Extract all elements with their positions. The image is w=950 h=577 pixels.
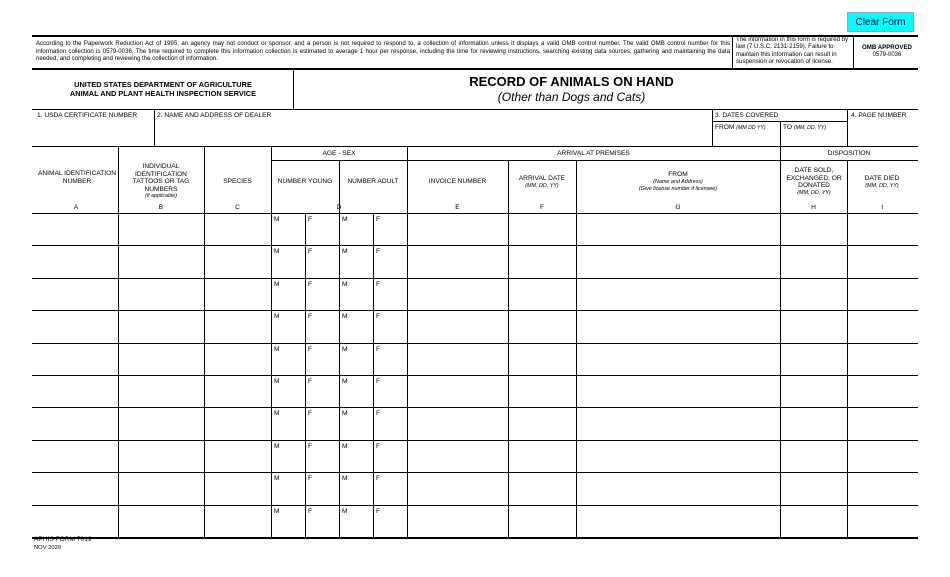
female-label: F bbox=[308, 216, 313, 223]
row-rule bbox=[32, 375, 918, 376]
col-letter-b: B bbox=[158, 204, 164, 211]
table-top-rule bbox=[32, 146, 918, 147]
male-label: M bbox=[342, 281, 348, 288]
agency-line-1: UNITED STATES DEPARTMENT OF AGRICULTURE bbox=[74, 80, 252, 89]
paperwork-notice: According to the Paperwork Reduction Act of 1995, an agency may not conduct or sponsor, and a person is not required to respond to, a collection of information unless it displays a valid OMB control number. The valid OMB control number for this information collection is 0579-0036. The time required to complete this information collection is estimated to average 1 hour per response, including the time for reviewing instructions, searching existing data sources, gathering and maintaining the data needed, and completing and reviewing the collection of information. bbox=[36, 40, 730, 63]
omb-approved: OMB APPROVED bbox=[862, 44, 912, 51]
row-rule bbox=[32, 407, 918, 408]
to-format: (MM, DD, YY) bbox=[793, 125, 827, 131]
male-label: M bbox=[342, 410, 348, 417]
female-label: F bbox=[308, 508, 313, 515]
col-h-note: (MM, DD, YY) bbox=[797, 189, 831, 196]
col-h-title: DATE SOLD, EXCHANGED, OR DONATED bbox=[786, 167, 842, 190]
col-g-header bbox=[576, 171, 780, 194]
form-title: RECORD OF ANIMALS ON HAND bbox=[469, 74, 674, 89]
male-label: M bbox=[342, 216, 348, 223]
column-divider bbox=[847, 160, 848, 537]
field-divider-1 bbox=[154, 109, 155, 146]
male-label: M bbox=[274, 410, 280, 417]
row-rule bbox=[32, 278, 918, 279]
male-label: M bbox=[274, 281, 280, 288]
column-divider bbox=[271, 146, 272, 537]
male-label: M bbox=[274, 475, 280, 482]
female-label: F bbox=[376, 248, 381, 255]
male-label: M bbox=[342, 346, 348, 353]
col-f-note: (MM, DD, YY) bbox=[525, 182, 559, 189]
col-letter-i: I bbox=[881, 204, 884, 211]
female-label: F bbox=[308, 378, 313, 385]
notice-divider-2 bbox=[853, 35, 854, 68]
male-label: M bbox=[342, 475, 348, 482]
female-label: F bbox=[308, 313, 313, 320]
column-divider bbox=[576, 160, 577, 537]
male-label: M bbox=[342, 443, 348, 450]
row-rule bbox=[32, 343, 918, 344]
omb-number: 0579-0036 bbox=[872, 52, 902, 58]
group-age-sex: AGE - SEX bbox=[322, 150, 356, 157]
to-date-label bbox=[783, 124, 826, 131]
row-rule bbox=[32, 505, 918, 506]
law-notice: The information in this form is required by law (7 U.S.C. 2131-2159). Failure to maintain this information can result in suspension or revocation of license. bbox=[736, 36, 849, 66]
header-top-rule bbox=[32, 68, 918, 70]
col-letter-h: H bbox=[811, 204, 816, 211]
female-label: F bbox=[376, 346, 381, 353]
dates-covered-label: 3. DATES COVERED bbox=[715, 112, 779, 119]
col-g-note-1: (Name and Address) bbox=[653, 178, 703, 185]
male-label: M bbox=[342, 248, 348, 255]
dates-divider bbox=[780, 121, 781, 146]
row-rule bbox=[32, 310, 918, 311]
usda-certificate-label: 1. USDA CERTIFICATE NUMBER bbox=[37, 112, 138, 119]
female-label: F bbox=[308, 443, 313, 450]
male-label: M bbox=[274, 443, 280, 450]
female-label: F bbox=[308, 281, 313, 288]
column-divider bbox=[508, 160, 509, 537]
row-rule bbox=[32, 245, 918, 246]
col-letter-a: A bbox=[73, 204, 79, 211]
female-label: F bbox=[376, 508, 381, 515]
col-i-note: (MM, DD, YY) bbox=[865, 182, 899, 189]
form-subtitle: (Other than Dogs and Cats) bbox=[497, 90, 646, 104]
col-letter-g: G bbox=[675, 204, 681, 211]
column-divider bbox=[118, 146, 119, 537]
col-letter-d: D bbox=[336, 204, 342, 211]
col-letter-f: F bbox=[539, 204, 545, 211]
from-text: FROM bbox=[715, 124, 735, 131]
to-text: TO bbox=[783, 124, 793, 131]
col-e-header: INVOICE NUMBER bbox=[428, 178, 487, 185]
page-number-label: 4. PAGE NUMBER bbox=[851, 112, 907, 119]
female-label: F bbox=[376, 410, 381, 417]
female-label: F bbox=[376, 475, 381, 482]
col-b-title: INDIVIDUAL IDENTIFICATION TATTOOS OR TAG NUMBERS bbox=[132, 163, 190, 193]
notice-divider-1 bbox=[732, 35, 733, 68]
col-letter-e: E bbox=[455, 204, 460, 211]
form-id: APHIS FORM 7019 bbox=[34, 536, 92, 543]
field-divider-2 bbox=[712, 109, 713, 146]
body-top-rule bbox=[32, 213, 918, 214]
female-label: F bbox=[308, 248, 313, 255]
male-label: M bbox=[342, 378, 348, 385]
group-arrival: ARRIVAL AT PREMISES bbox=[557, 150, 630, 157]
female-label: F bbox=[376, 443, 381, 450]
col-c-header: SPECIES bbox=[223, 178, 252, 185]
female-label: F bbox=[308, 475, 313, 482]
male-label: M bbox=[274, 216, 280, 223]
col-d-young-header: NUMBER YOUNG bbox=[277, 178, 333, 185]
column-divider bbox=[339, 160, 340, 537]
male-label: M bbox=[274, 508, 280, 515]
male-label: M bbox=[342, 313, 348, 320]
male-label: M bbox=[274, 313, 280, 320]
from-format: (MM DD YY) bbox=[736, 125, 766, 131]
col-g-note-2: (Give license number if licensee) bbox=[638, 186, 718, 193]
fields-top-rule bbox=[32, 109, 918, 110]
field-divider-3 bbox=[847, 109, 848, 146]
female-label: F bbox=[376, 281, 381, 288]
dealer-label: 2. NAME AND ADDRESS OF DEALER bbox=[157, 112, 272, 119]
col-h-header bbox=[782, 167, 846, 197]
col-b-note: (if applicable) bbox=[144, 193, 178, 200]
female-label: F bbox=[308, 410, 313, 417]
row-rule bbox=[32, 440, 918, 441]
agency-name bbox=[34, 81, 292, 98]
header-divider bbox=[293, 68, 294, 109]
column-divider bbox=[407, 146, 408, 537]
col-b-header bbox=[120, 163, 202, 201]
female-label: F bbox=[376, 313, 381, 320]
column-divider bbox=[780, 146, 781, 537]
col-i-title: DATE DIED bbox=[864, 175, 900, 182]
col-f-header bbox=[508, 175, 576, 190]
col-f-title: ARRIVAL DATE bbox=[518, 175, 566, 182]
col-letter-c: C bbox=[235, 204, 240, 211]
row-rule bbox=[32, 537, 918, 539]
sex-divider bbox=[373, 213, 374, 537]
col-i-header bbox=[848, 175, 916, 190]
group-header-rule bbox=[271, 160, 918, 161]
sex-divider bbox=[305, 213, 306, 537]
male-label: M bbox=[274, 248, 280, 255]
col-a-header: ANIMAL IDENTIFICATION NUMBER bbox=[37, 170, 117, 185]
female-label: F bbox=[376, 216, 381, 223]
group-disposition: DISPOSITION bbox=[827, 150, 871, 157]
col-d-adult-header: NUMBER ADULT bbox=[347, 178, 399, 185]
female-label: F bbox=[376, 378, 381, 385]
row-rule bbox=[32, 472, 918, 473]
column-divider bbox=[204, 146, 205, 537]
clear-form-button[interactable]: Clear Form bbox=[847, 12, 914, 32]
male-label: M bbox=[342, 508, 348, 515]
male-label: M bbox=[274, 346, 280, 353]
female-label: F bbox=[308, 346, 313, 353]
col-g-title: FROM bbox=[668, 171, 688, 178]
from-date-label bbox=[715, 124, 766, 131]
male-label: M bbox=[274, 378, 280, 385]
form-revision: NOV 2020 bbox=[34, 545, 62, 551]
agency-line-2: ANIMAL AND PLANT HEALTH INSPECTION SERVICE bbox=[69, 88, 257, 98]
